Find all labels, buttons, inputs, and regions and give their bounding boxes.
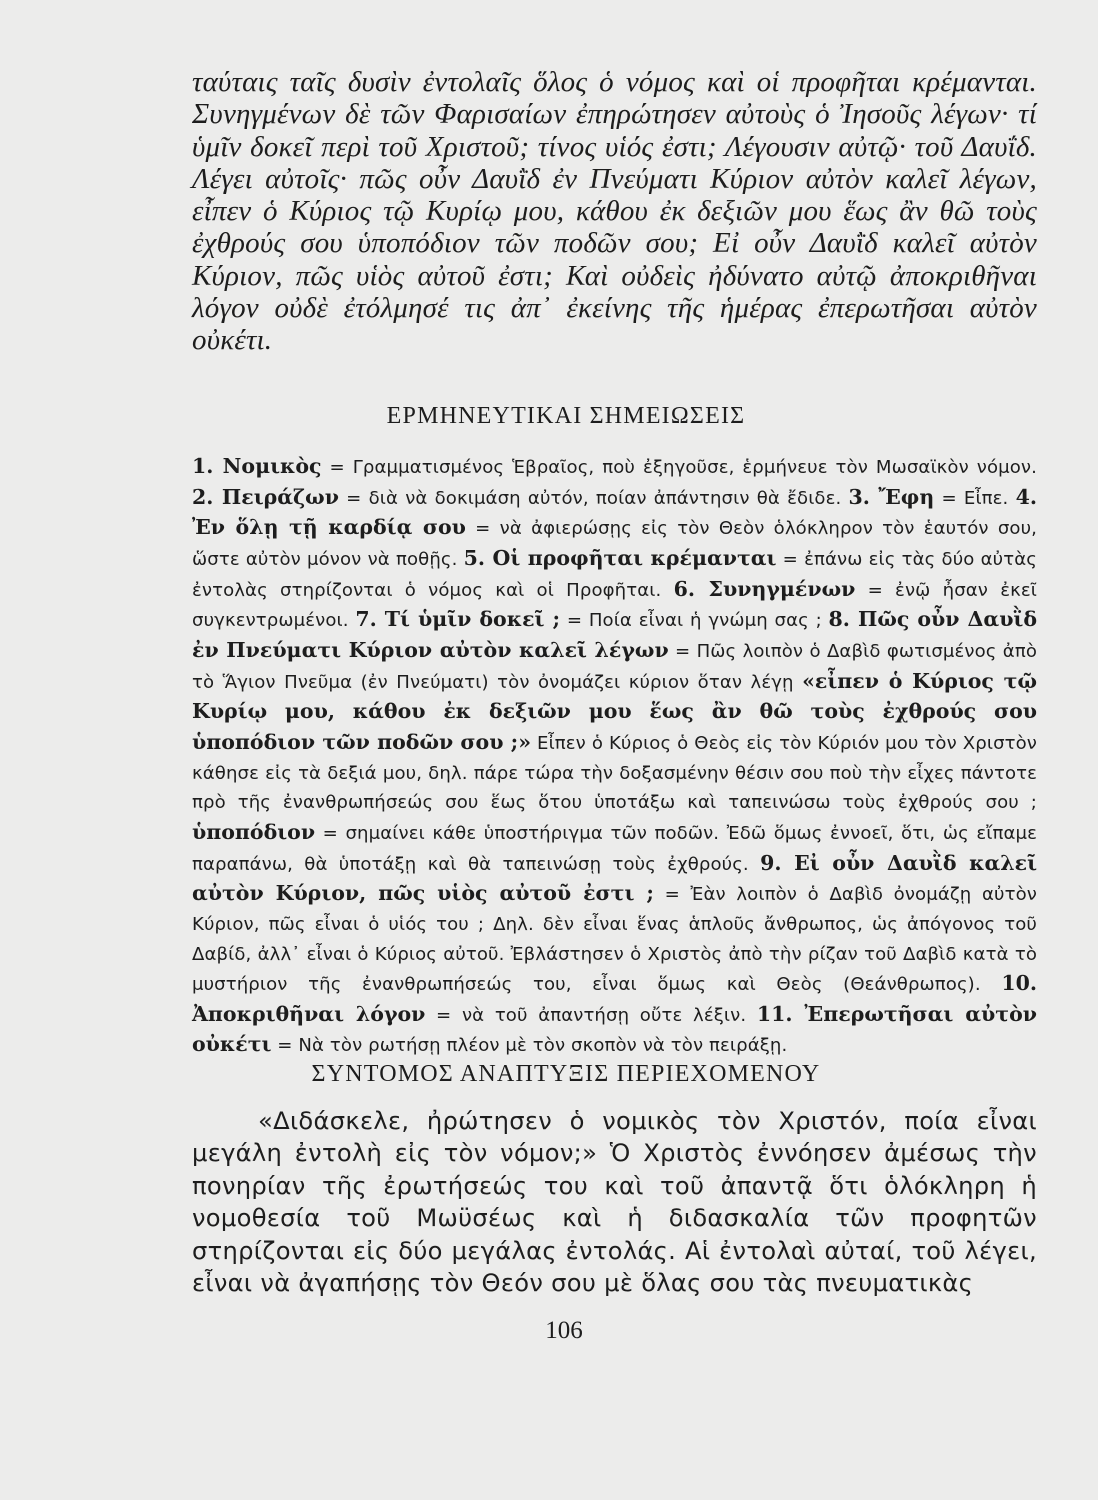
- note-term: 6. Συνηγμένων: [673, 576, 856, 601]
- note-term: ὑποπόδιον: [192, 819, 316, 844]
- note-text: = ἐπάνω εἰς τὰς δύο αὐτὰς ἐντολὰς στηρίζονται ὁ νόμος καὶ οἱ Προφῆται.: [192, 548, 1037, 601]
- note-term: 7. Τί ὑμῖν δοκεῖ ;: [355, 607, 561, 632]
- note-text: = Γραμματισμένος Ἑβραῖος, ποὺ ἐξηγοῦσε, ἑρμήνευε τὸν Μωσαϊκὸν νόμον.: [321, 457, 1037, 478]
- explanatory-notes: [192, 452, 1037, 1061]
- note-text: = νὰ ἀφιερώσῃς εἰς τὸν Θεὸν ὁλόκληρον τὸν ἑαυτόν σου, ὥστε αὐτὸν μόνον νὰ ποθῇς.: [192, 518, 1037, 570]
- note-term: 9. Εἰ οὖν Δαυῒδ καλεῖ αὐτὸν Κύριον, πῶς υἱὸς αὐτοῦ ἐστι ;: [192, 850, 1037, 906]
- summary-paragraph-block: [192, 1105, 1037, 1299]
- page-number: 106: [545, 1317, 583, 1344]
- note-text: = Εἶπε.: [934, 487, 1016, 509]
- note-text: = Ἐὰν λοιπὸν ὁ Δαβὶδ ὀνομάζῃ αὐτὸν Κύριον, πῶς εἶναι ὁ υἱός του ; Δηλ. δὲν εἶναι ἕνας ἁπλοῦς ἄνθρωπος, ὡς ἀπόγονος τοῦ Δαβίδ, ἀλλ᾿ εἶναι ὁ Κύριος αὐτοῦ. Ἐβλάστησεν ὁ Χριστὸς ἀπὸ τὴν ρίζαν τοῦ Δαβὶδ κατὰ τὸ μυστήριον τῆς ἐνανθρωπήσεώς του, εἶναι ὅμως καὶ Θεὸς (Θεάνθρωπος).: [192, 884, 1037, 996]
- intro-paragraph: ταύταις ταῖς δυσὶν ἐντολαῖς ὅλος ὁ νόμος καὶ οἱ προφῆται κρέμανται. Συνηγμένων δὲ τῶν Φαρισαίων ἐπηρώτησεν αὐτοὺς ὁ Ἰησοῦς λέγων· τί ὑμῖν δοκεῖ περὶ τοῦ Χριστοῦ; τίνος υἱός ἐστι; Λέγουσιν αὐτῷ· τοῦ Δαυΐδ. Λέγει αὐτοῖς· πῶς οὖν Δαυῒδ ἐν Πνεύματι Κύριον αὐτὸν καλεῖ λέγων, εἶπεν ὁ Κύριος τῷ Κυρίῳ μου, κάθου ἐκ δεξιῶν μου ἕως ἂν θῶ τοὺς ἐχθρούς σου ὑποπόδιον τῶν ποδῶν σου; Εἰ οὖν Δαυῒδ καλεῖ αὐτὸν Κύριον, πῶς υἱὸς αὐτοῦ ἐστι; Καὶ οὐδεὶς ἠδύνατο αὐτῷ ἀποκριθῆναι λόγον οὐδὲ ἐτόλμησέ τις ἀπ᾿ ἐκείνης τῆς ἡμέρας ἐπερωτῆσαι αὐτὸν οὐκέτι.: [192, 66, 1037, 357]
- note-text: = Πῶς λοιπὸν ὁ Δαβὶδ φωτισμένος ἀπὸ τὸ Ἅγιον Πνεῦμα (ἐν Πνεύματι) τὸν ὀνομάζει κύριον ὅταν λέγῃ: [192, 640, 1037, 693]
- note-term: 8. Πῶς οὖν Δαυῒδ ἐν Πνεύματι Κύριον αὐτὸν καλεῖ λέγων: [192, 607, 1038, 662]
- note-text: = Νὰ τὸν ρωτήσῃ πλέον μὲ τὸν σκοπὸν νὰ τὸν πειράξῃ.: [271, 1035, 788, 1057]
- note-term: 10. Ἀποκριθῆναι λόγον: [192, 971, 1037, 1026]
- note-term: 1. Νομικὸς: [192, 454, 322, 478]
- summary-heading: ΣΥΝΤΟΜΟΣ ΑΝΑΠΤΥΞΙΣ ΠΕΡΙΕΧΟΜΕΝΟΥ: [311, 1061, 821, 1087]
- note-term: 5. Οἱ προφῆται κρέμανται: [463, 545, 777, 570]
- note-text: = σημαίνει κάθε ὑποστήριγμα τῶν ποδῶν. Ἐδῶ ὅμως ἐννοεῖ, ὅτι, ὡς εἴπαμε παραπάνω, θὰ ὑποτάξῃ καὶ θὰ ταπεινώσῃ τοὺς ἐχθρούς.: [192, 822, 1037, 875]
- note-term: «εἶπεν ὁ Κύριος τῷ Κυρίῳ μου, κάθου ἐκ δεξιῶν μου ἕως ἂν θῶ τοὺς ἐχθρούς σου ὑποπόδιον τῶν ποδῶν σου ;»: [192, 668, 1037, 754]
- note-term: 3. Ἔφη: [848, 484, 935, 509]
- note-term: 4. Ἐν ὅλῃ τῇ καρδίᾳ σου: [192, 484, 1037, 540]
- notes-heading: ΕΡΜΗΝΕΥΤΙΚΑΙ ΣΗΜΕΙΩΣΕΙΣ: [386, 403, 746, 429]
- summary-paragraph: «Διδάσκελε, ἠρώτησεν ὁ νομικὸς τὸν Χριστόν, ποία εἶναι μεγάλη ἐντολὴ εἰς τὸν νόμον;» Ὁ Χριστὸς ἐννόησεν ἀμέσως τὴν πονηρίαν τῆς ἐρωτήσεώς του καὶ τοῦ ἀπαντᾷ ὅτι ὁλόκληρη ἡ νομοθεσία τοῦ Μωϋσέως καὶ ἡ διδασκαλία τῶν προφητῶν στηρίζονται εἰς δύο μεγάλας ἐντολάς. Αἱ ἐντολαὶ αὐταί, τοῦ λέγει, εἶναι νὰ ἀγαπήσῃς τὸν Θεόν σου μὲ ὅλας σου τὰς πνευματικὰς: [192, 1107, 1037, 1298]
- note-text: = διὰ νὰ δοκιμάση αὐτόν, ποίαν ἀπάντησιν θὰ ἔδιδε.: [338, 487, 849, 509]
- note-text: = Ποία εἶναι ἡ γνώμη σας ;: [560, 610, 829, 632]
- note-term: 11. Ἐπερωτῆσαι αὐτὸν οὐκέτι: [192, 1001, 1037, 1057]
- note-term: 2. Πειράζων: [192, 484, 339, 509]
- note-text: = ἐνῷ ἦσαν ἐκεῖ συγκεντρωμένοι.: [192, 579, 1037, 632]
- note-text: Εἶπεν ὁ Κύριος ὁ Θεὸς εἰς τὸν Κύριόν μου τὸν Χριστὸν κάθησε εἰς τὰ δεξιά μου, δηλ. πάρε τώρα τὴν δοξασμένην θέσιν σου ποὺ τὴν εἶχες πάντοτε πρὸ τῆς ἐνανθρωπήσεώς σου ἕως ὅτου ὑποτάξω καὶ ταπεινώσω τοὺς ἐχθρούς σου ;: [192, 732, 1038, 814]
- note-text: = νὰ τοῦ ἀπαντήσῃ οὔτε λέξιν.: [425, 1004, 757, 1026]
